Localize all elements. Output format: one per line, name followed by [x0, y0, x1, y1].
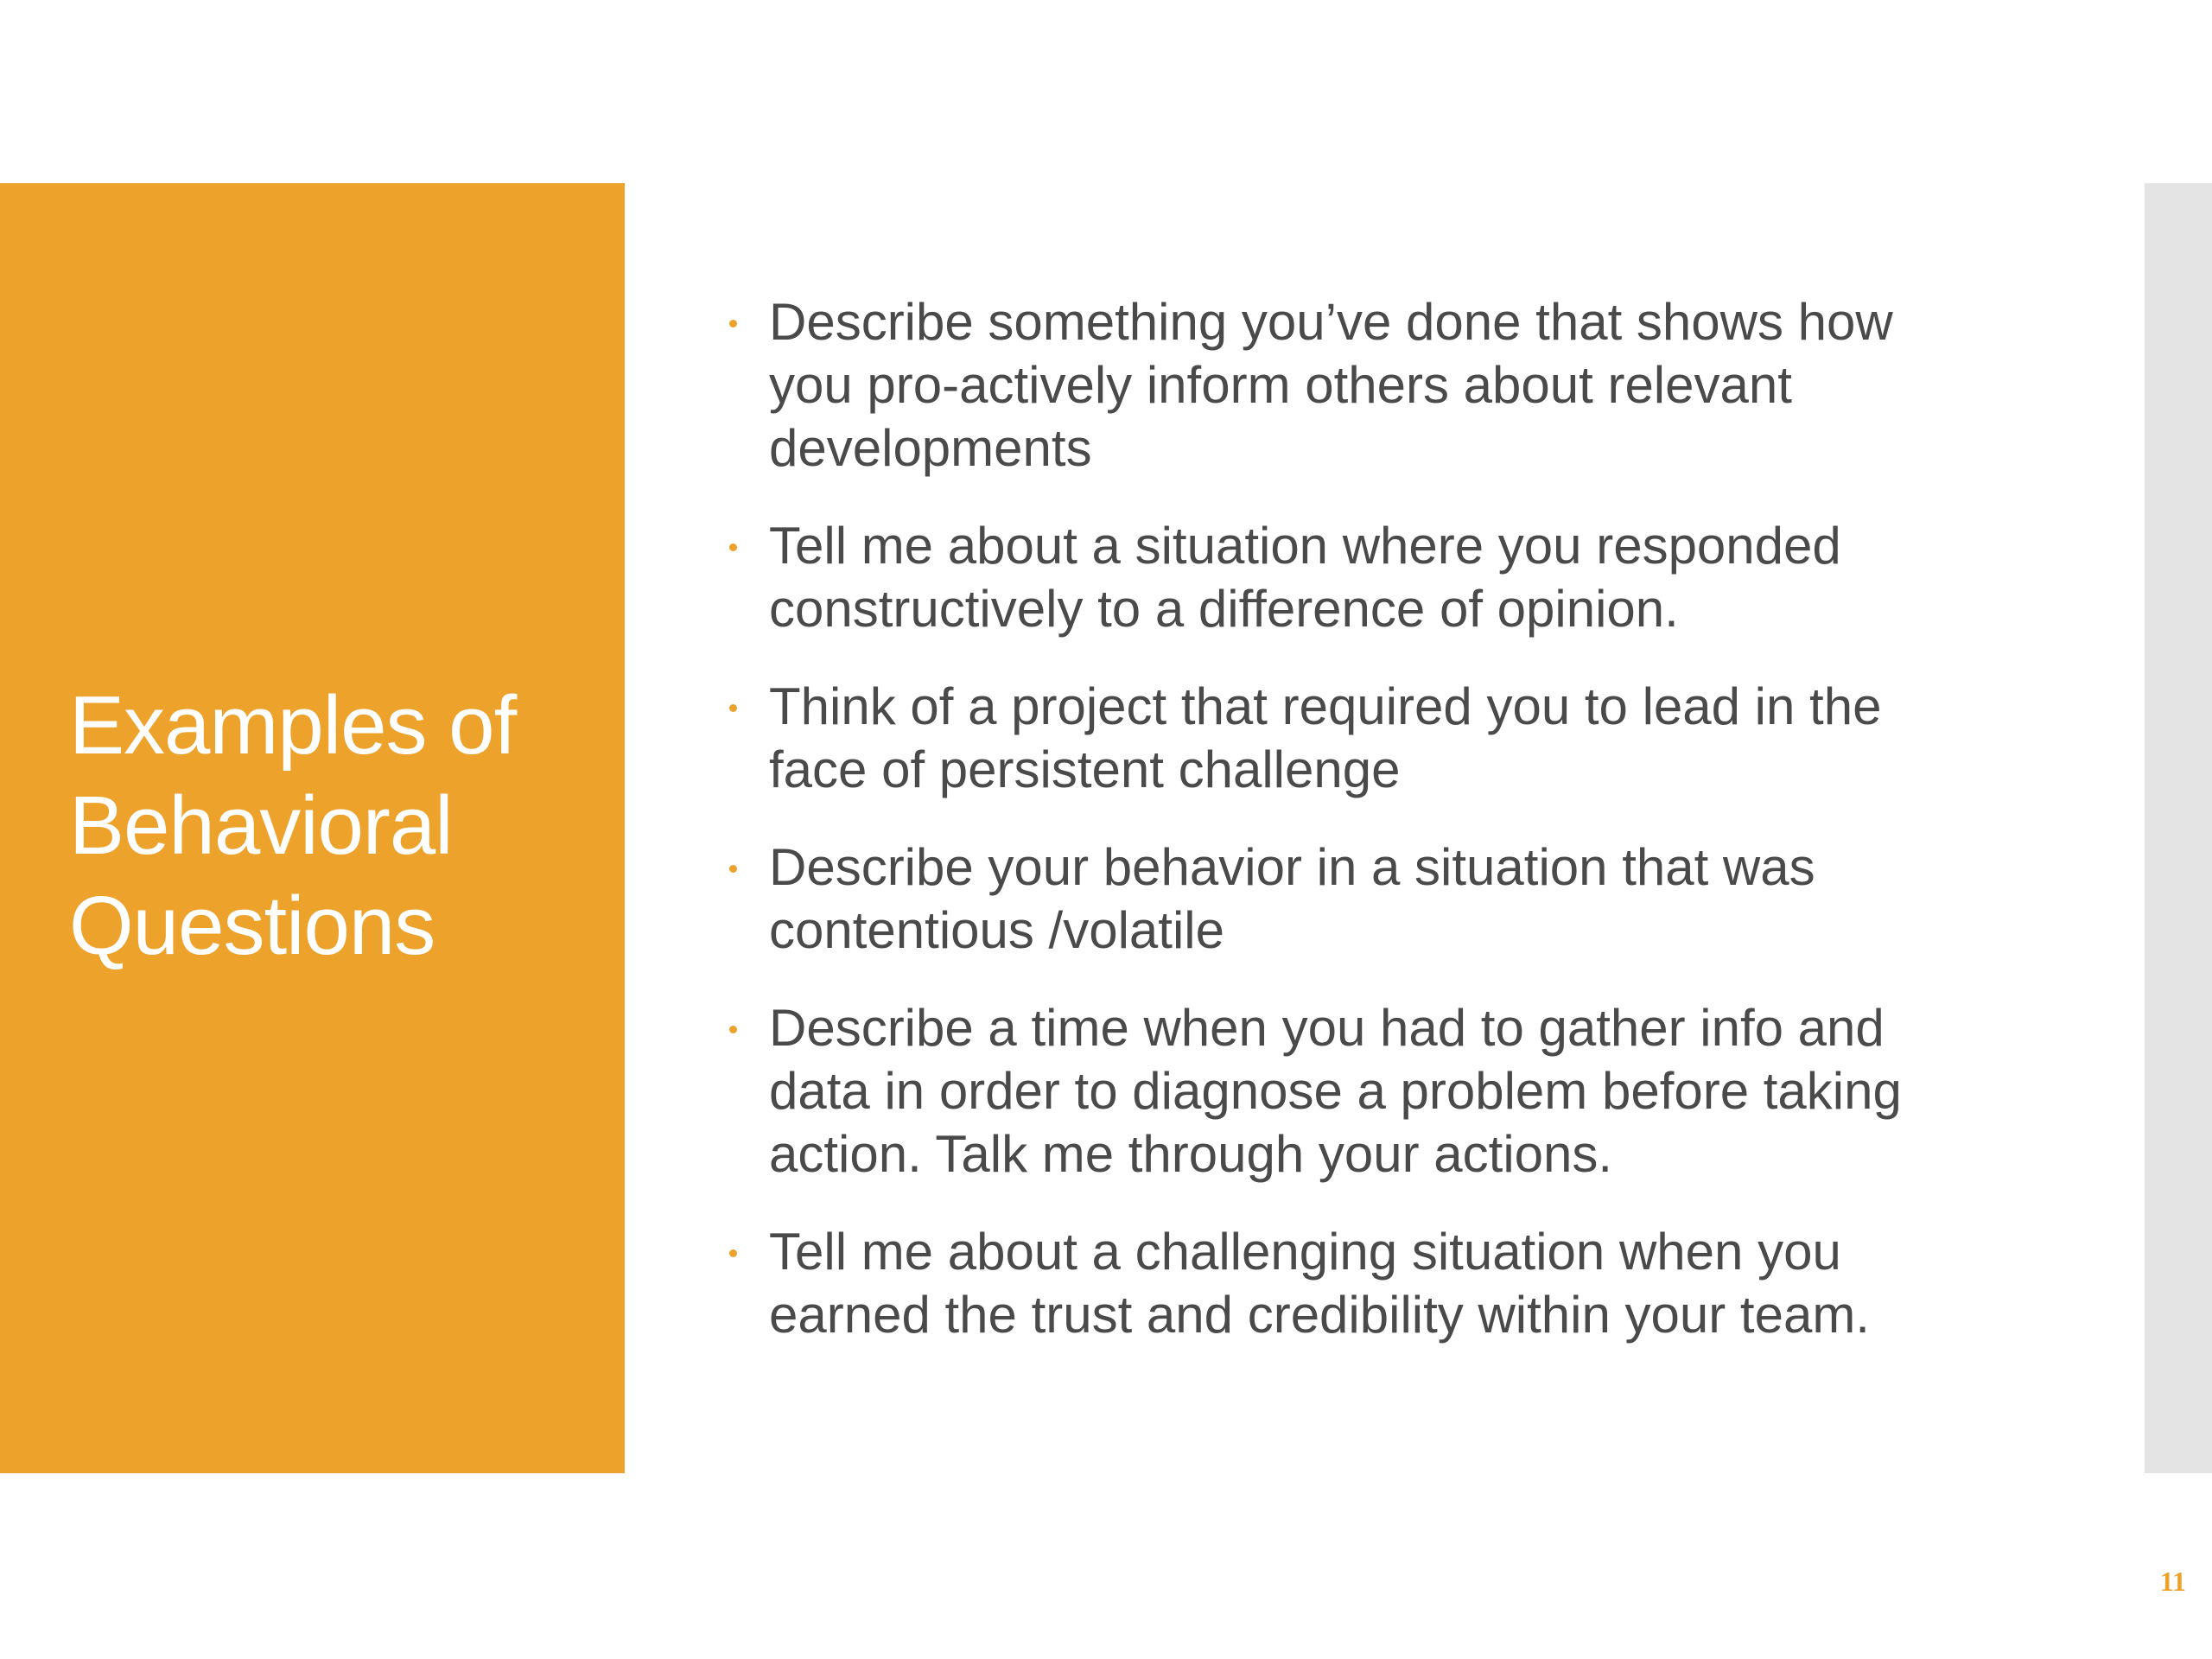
bullet-item	[726, 1220, 2005, 1346]
bullet-item	[726, 514, 2005, 640]
bullet-text: Tell me about a challenging situation when you earned the trust and credibility within your team.	[769, 1223, 1870, 1344]
bullet-dot-icon	[729, 1026, 737, 1033]
bullet-dot-icon	[729, 320, 737, 327]
bullet-item	[726, 996, 2005, 1185]
bullet-item	[726, 675, 2005, 801]
slide-title-line: Examples of	[69, 679, 517, 772]
page-number: 11	[2159, 1566, 2186, 1597]
slide-title-line: Behavioral	[69, 779, 453, 872]
bullet-text: Describe a time when you had to gather info and data in order to diagnose a problem before taking action. Talk me through your actions.	[769, 999, 1902, 1183]
bullet-list	[726, 290, 2005, 1381]
bullet-text: Describe your behavior in a situation that was contentious /volatile	[769, 838, 1815, 959]
bullet-item	[726, 836, 2005, 962]
bullet-dot-icon	[729, 1249, 737, 1257]
bullet-dot-icon	[729, 865, 737, 873]
bullet-item	[726, 290, 2005, 480]
bullet-text: Tell me about a situation where you responded constructively to a difference of opinion.	[769, 517, 1841, 638]
bullet-text: Think of a project that required you to lead in the face of persistent challenge	[769, 677, 1882, 798]
slide-title	[69, 676, 605, 976]
bullet-text: Describe something you’ve done that shows how you pro-actively inform others about relevant developments	[769, 293, 1893, 477]
slide-title-line: Questions	[69, 880, 435, 972]
bullet-dot-icon	[729, 543, 737, 551]
bullet-dot-icon	[729, 704, 737, 712]
right-decorative-band	[2145, 183, 2212, 1473]
